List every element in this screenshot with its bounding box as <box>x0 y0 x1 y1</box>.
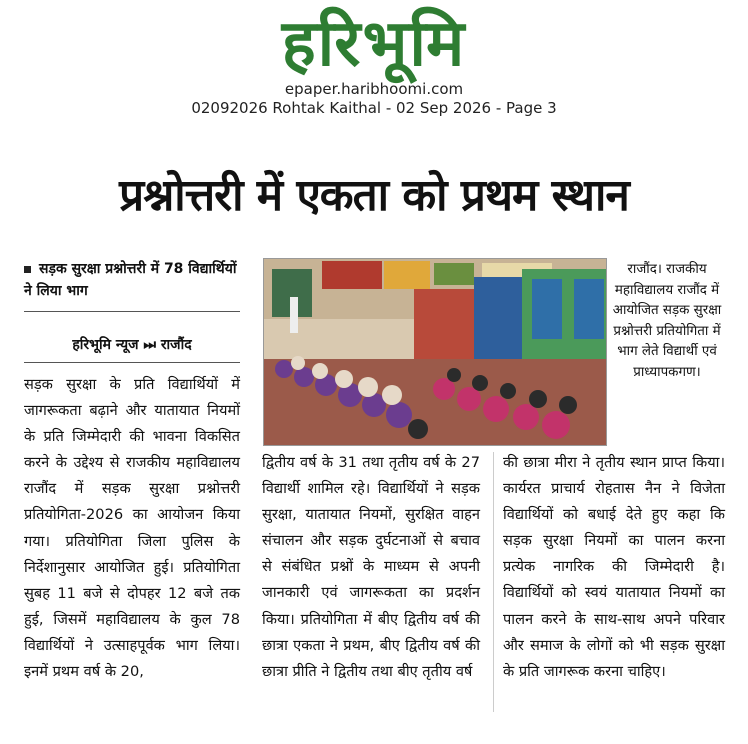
article-column-2 <box>262 450 480 685</box>
masthead <box>0 8 748 118</box>
column-text: सड़क सुरक्षा के प्रति विद्यार्थियों में जागरूकता बढ़ाने और यातायात नियमों के प्रति जिम्मेदारी की भावना विकसित करने के उद्देश्य से राजकीय महाविद्यालय राजौंद में सड़क सुरक्षा प्रश्नोत्तरी प्रतियोगिता-2026 का आयोजन किया गया। प्रतियोगिता जिला पुलिस के निर्देशानुसार आयोजित हुई। प्रतियोगिता सुबह 11 बजे से दोपहर 12 बजे तक हुई, जिसमें महाविद्यालय के कुल 78 विद्यार्थियों ने उत्साहपूर्वक भाग लिया। इनमें प्रथम वर्ष के 20, <box>24 376 240 681</box>
site-url[interactable]: epaper.haribhoomi.com <box>284 80 464 98</box>
newspaper-logo: हरिभूमि <box>281 7 467 81</box>
subhead-text: सड़क सुरक्षा प्रश्नोत्तरी में 78 विद्यार्थियों ने लिया भाग <box>24 261 237 299</box>
subhead <box>24 258 240 302</box>
edition-line: 02092026 Rohtak Kaithal - 02 Sep 2026 - Page 3 <box>191 99 557 117</box>
classroom-photo-image <box>264 259 606 445</box>
divider <box>24 311 240 312</box>
byline: हरिभूमि न्यूज ⏭ राजौंद <box>72 337 192 353</box>
bullet-square-icon <box>24 266 31 273</box>
article-column-3 <box>503 450 725 685</box>
article-headline: प्रश्नोत्तरी में एकता को प्रथम स्थान <box>119 170 629 221</box>
article-photo <box>263 258 607 446</box>
column-text: द्वितीय वर्ष के 31 तथा तृतीय वर्ष के 27 विद्यार्थी शामिल रहे। विद्यार्थियों ने सड़क सुरक्षा, यातायात नियमों, सुरक्षित वाहन संचालन और सड़क दुर्घटनाओं से बचाव से संबंधित प्रश्नों के माध्यम से अपनी जानकारी एवं जागरूकता का प्रदर्शन किया। प्रतियोगिता में बीए द्वितीय वर्ष की छात्रा एकता ने प्रथम, बीए द्वितीय वर्ष की छात्रा प्रीति ने द्वितीय तथा बीए तृतीय वर्ष <box>262 454 480 680</box>
divider <box>24 362 240 363</box>
column-text: की छात्रा मीरा ने तृतीय स्थान प्राप्त किया। कार्यरत प्राचार्य रोहतास नैन ने विजेता विद्यार्थियों को बधाई देते हुए कहा कि सड़क सुरक्षा नियमों का पालन करना प्रत्येक नागरिक की जिम्मेदारी है। विद्यार्थियों को स्वयं यातायात नियमों का पालन करने के साथ-साथ अपने परिवार और समाज के लोगों को भी सड़क सुरक्षा के प्रति जागरूक करना चाहिए। <box>503 454 725 680</box>
article-column-1 <box>24 372 240 685</box>
column-divider <box>493 452 494 712</box>
photo-caption: राजौंद। राजकीय महाविद्यालय राजौंद में आयोजित सड़क सुरक्षा प्रश्नोत्तरी प्रतियोगिता में भाग लेते विद्यार्थी एवं प्राध्यापकगण। <box>612 262 722 380</box>
